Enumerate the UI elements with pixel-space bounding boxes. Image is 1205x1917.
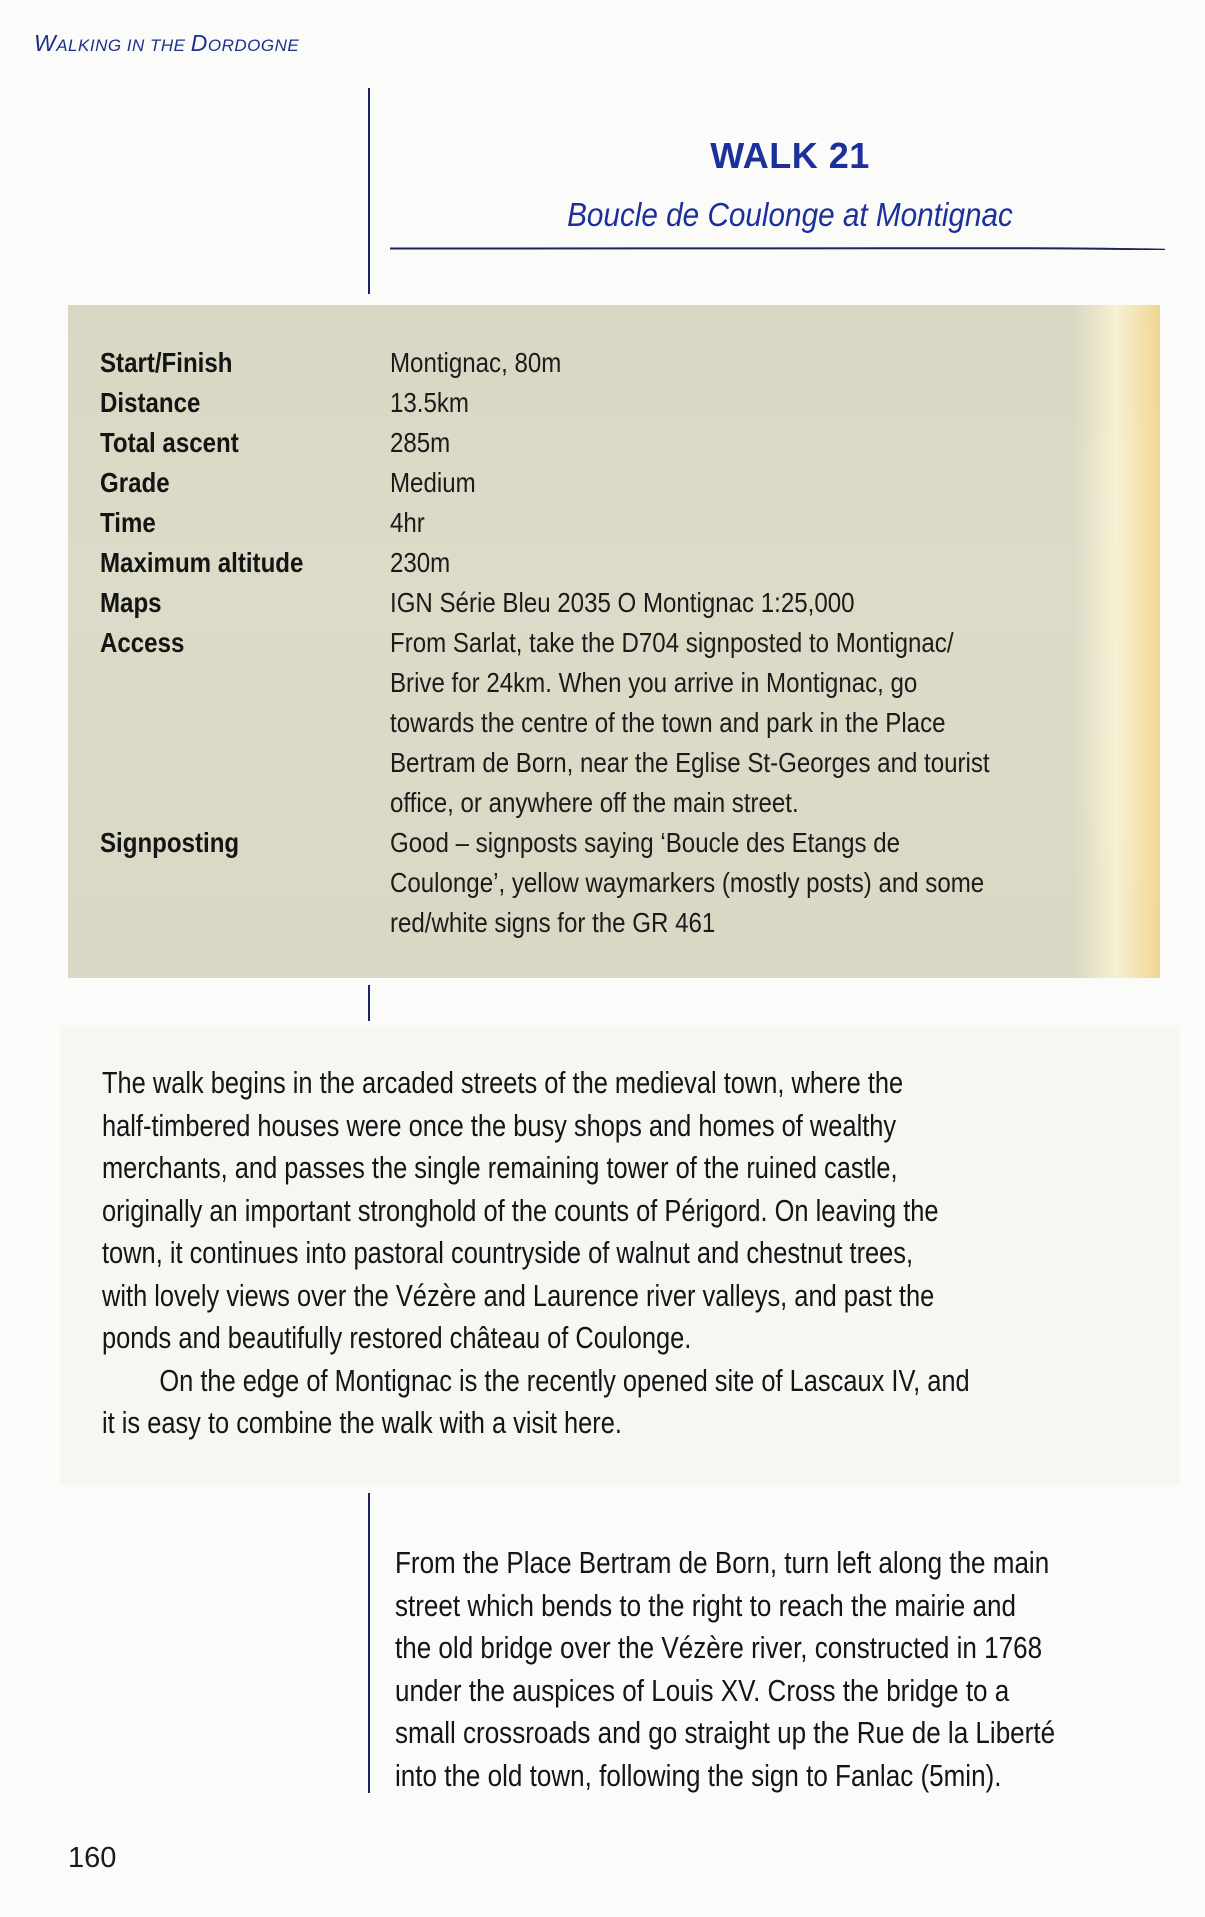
info-value: 230m	[390, 547, 451, 578]
route-description: From the Place Bertram de Born, turn left along the main street which bends to the right to reach the mairie and the old bridge over the Vézère river, constructed in 1768 under the auspices of Louis XV. Cross the bridge to a small crossroads and go straight up the Rue de la Liberté into the old town, following the sign to Fanlac (5min).	[395, 1545, 1056, 1793]
walk-info-box	[68, 305, 1160, 978]
info-value: 4hr	[390, 507, 425, 538]
info-label: Grade	[100, 467, 170, 498]
info-row-access	[100, 623, 1140, 823]
column-rule-middle	[368, 985, 370, 1021]
info-label: Maps	[100, 587, 162, 618]
info-label: Time	[100, 507, 156, 538]
walk-title: Boucle de Coulonge at Montignac	[567, 196, 1013, 233]
info-value: Montignac, 80m	[390, 347, 562, 378]
info-label: Start/Finish	[100, 347, 233, 378]
intro-paragraph-1: The walk begins in the arcaded streets of the medieval town, where the half-timbered houses were once the busy shops and homes of wealthy merchants, and passes the single remaining tower of the ruined castle, originally an important stronghold of the counts of Périgord. On leaving the town, it continues into pastoral countryside of walnut and chestnut trees, with lovely views over the Vézère and Laurence river valleys, and past the ponds and beautifully restored château of Coulonge.	[102, 1065, 939, 1355]
running-head	[34, 30, 299, 57]
info-label: Maximum altitude	[100, 547, 304, 578]
info-row-maps	[100, 583, 1140, 623]
info-row-maximum-altitude	[100, 543, 1140, 583]
page-number: 160	[68, 1842, 117, 1874]
intro-text	[102, 1062, 1142, 1445]
info-value: 13.5km	[390, 387, 469, 418]
info-row-grade	[100, 463, 1140, 503]
info-row-signposting	[100, 823, 1140, 943]
title-underline	[390, 247, 1165, 250]
info-label: Signposting	[100, 827, 240, 858]
column-rule-bottom	[368, 1493, 370, 1793]
running-head-part: W	[34, 30, 57, 56]
walk-number: WALK 21	[710, 135, 870, 176]
running-head-part: ALKING IN THE	[56, 36, 191, 55]
info-value: Good – signposts saying ‘Boucle des Etangs de Coulonge’, yellow waymarkers (mostly posts) and some red/white signs for the GR 461	[390, 827, 985, 938]
intro-paragraph-2: On the edge of Montignac is the recently opened site of Lascaux IV, and it is easy to combine the walk with a visit here.	[102, 1362, 970, 1440]
info-value: IGN Série Bleu 2035 O Montignac 1:25,000	[390, 587, 855, 618]
running-head-part: D	[190, 30, 208, 56]
info-value: Medium	[390, 467, 476, 498]
info-label: Distance	[100, 387, 201, 418]
info-row-time	[100, 503, 1140, 543]
column-rule-top	[368, 88, 370, 294]
info-value: 285m	[390, 427, 451, 458]
info-row-total-ascent	[100, 423, 1140, 463]
info-row-distance	[100, 383, 1140, 423]
info-row-start-finish	[100, 343, 1140, 383]
info-value: From Sarlat, take the D704 signposted to Montignac/ Brive for 24km. When you arrive in Montignac, go towards the centre of the town and park in the Place Bertram de Born, near the Eglise St-Georges and tourist office, or anywhere off the main street.	[390, 627, 990, 818]
info-label: Total ascent	[100, 427, 239, 458]
running-head-part: ORDOGNE	[207, 36, 300, 55]
info-label: Access	[100, 627, 185, 658]
